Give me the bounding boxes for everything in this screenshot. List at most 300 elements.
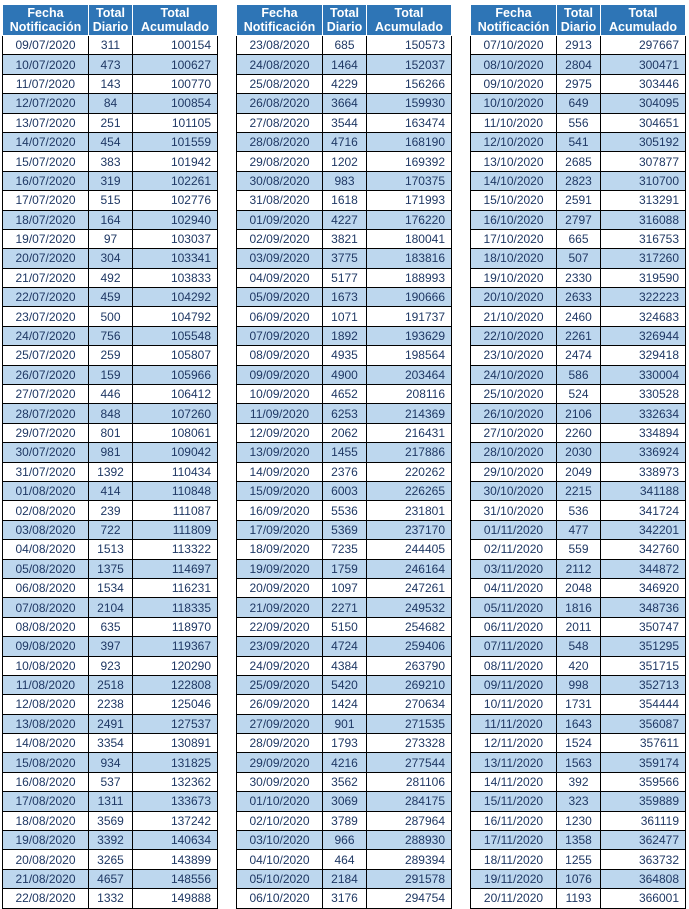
cell-total-acumulado: 101559 — [133, 132, 218, 151]
cell-total-acumulado: 103833 — [133, 268, 218, 287]
cell-total-diario: 3569 — [89, 811, 133, 830]
cell-total-diario: 2330 — [557, 268, 601, 287]
cell-total-diario: 2184 — [323, 869, 367, 888]
header-fecha — [237, 5, 323, 36]
cell-total-acumulado: 305192 — [601, 132, 686, 151]
table-row — [3, 326, 218, 345]
cell-total-acumulado: 247261 — [367, 578, 452, 597]
cell-total-acumulado: 226265 — [367, 481, 452, 500]
cell-fecha: 12/11/2020 — [471, 734, 557, 753]
cell-fecha: 12/09/2020 — [237, 423, 323, 442]
cell-fecha: 15/09/2020 — [237, 481, 323, 500]
cell-total-acumulado: 259406 — [367, 637, 452, 656]
cell-total-diario: 1759 — [323, 559, 367, 578]
cell-total-acumulado: 329418 — [601, 346, 686, 365]
cell-fecha: 30/08/2020 — [237, 171, 323, 190]
table-row — [471, 656, 686, 675]
cell-total-acumulado: 102940 — [133, 210, 218, 229]
cell-total-diario: 251 — [89, 113, 133, 132]
cell-fecha: 21/08/2020 — [3, 869, 89, 888]
cell-total-acumulado: 176220 — [367, 210, 452, 229]
cell-total-diario: 1076 — [557, 869, 601, 888]
cell-total-diario: 2797 — [557, 210, 601, 229]
cell-total-diario: 397 — [89, 637, 133, 656]
cell-total-diario: 2062 — [323, 423, 367, 442]
cell-fecha: 26/08/2020 — [237, 94, 323, 113]
cell-total-acumulado: 277544 — [367, 753, 452, 772]
cell-total-acumulado: 271535 — [367, 714, 452, 733]
cell-total-diario: 459 — [89, 288, 133, 307]
cell-fecha: 21/10/2020 — [471, 307, 557, 326]
header-diario-line2: Diario — [326, 20, 363, 34]
cell-fecha: 02/08/2020 — [3, 501, 89, 520]
cell-fecha: 17/07/2020 — [3, 191, 89, 210]
cell-fecha: 12/08/2020 — [3, 695, 89, 714]
cell-fecha: 23/08/2020 — [237, 36, 323, 55]
cell-total-diario: 311 — [89, 36, 133, 55]
cell-total-acumulado: 127537 — [133, 714, 218, 733]
table-row — [237, 598, 452, 617]
header-acumulado-line1: Total — [160, 6, 190, 20]
cell-fecha: 29/09/2020 — [237, 753, 323, 772]
table-row — [3, 249, 218, 268]
cell-fecha: 11/11/2020 — [471, 714, 557, 733]
table-row — [3, 734, 218, 753]
table-row — [471, 695, 686, 714]
cell-total-diario: 586 — [557, 365, 601, 384]
cell-total-diario: 649 — [557, 94, 601, 113]
cell-total-acumulado: 326944 — [601, 326, 686, 345]
header-diario-line1: Total — [330, 6, 359, 20]
cell-fecha: 23/09/2020 — [237, 637, 323, 656]
cell-fecha: 11/10/2020 — [471, 113, 557, 132]
cell-total-diario: 5150 — [323, 617, 367, 636]
table-row — [237, 443, 452, 462]
cell-total-diario: 2823 — [557, 171, 601, 190]
table-row — [471, 869, 686, 888]
cell-total-diario: 2112 — [557, 559, 601, 578]
cell-fecha: 26/07/2020 — [3, 365, 89, 384]
table-row — [471, 637, 686, 656]
header-diario-line1: Total — [564, 6, 593, 20]
cell-fecha: 13/07/2020 — [3, 113, 89, 132]
table-row — [471, 55, 686, 74]
cell-total-diario: 1892 — [323, 326, 367, 345]
cell-total-acumulado: 132362 — [133, 772, 218, 791]
cell-total-diario: 923 — [89, 656, 133, 675]
cell-fecha: 19/10/2020 — [471, 268, 557, 287]
cell-fecha: 20/10/2020 — [471, 288, 557, 307]
cell-total-acumulado: 156266 — [367, 74, 452, 93]
cell-total-acumulado: 237170 — [367, 520, 452, 539]
cell-total-acumulado: 316753 — [601, 229, 686, 248]
cell-fecha: 01/11/2020 — [471, 520, 557, 539]
header-total-acumulado — [133, 5, 218, 36]
table-row — [237, 326, 452, 345]
cell-fecha: 14/07/2020 — [3, 132, 89, 151]
cell-total-acumulado: 322223 — [601, 288, 686, 307]
cell-total-diario: 164 — [89, 210, 133, 229]
cell-fecha: 25/10/2020 — [471, 385, 557, 404]
cell-fecha: 30/10/2020 — [471, 481, 557, 500]
table-row — [237, 734, 452, 753]
table-row — [3, 501, 218, 520]
cell-total-diario: 2260 — [557, 423, 601, 442]
cell-total-diario: 2460 — [557, 307, 601, 326]
cell-fecha: 27/09/2020 — [237, 714, 323, 733]
cell-fecha: 10/08/2020 — [3, 656, 89, 675]
cell-fecha: 19/07/2020 — [3, 229, 89, 248]
header-acumulado-line2: Acumulado — [374, 20, 444, 34]
cell-total-diario: 84 — [89, 94, 133, 113]
table-row — [237, 831, 452, 850]
cell-total-acumulado: 281106 — [367, 772, 452, 791]
cell-total-acumulado: 346920 — [601, 578, 686, 597]
cell-fecha: 20/08/2020 — [3, 850, 89, 869]
cell-fecha: 03/10/2020 — [237, 831, 323, 850]
table-row — [471, 132, 686, 151]
header-fecha — [471, 5, 557, 36]
table-row — [3, 268, 218, 287]
header-fecha-line2: Notificación — [9, 20, 82, 34]
table-row — [3, 617, 218, 636]
cell-fecha: 12/07/2020 — [3, 94, 89, 113]
cell-total-acumulado: 348736 — [601, 598, 686, 617]
cell-fecha: 28/09/2020 — [237, 734, 323, 753]
cell-total-diario: 4229 — [323, 74, 367, 93]
cell-total-diario: 2591 — [557, 191, 601, 210]
cell-total-diario: 2633 — [557, 288, 601, 307]
cell-fecha: 09/10/2020 — [471, 74, 557, 93]
cell-fecha: 10/09/2020 — [237, 385, 323, 404]
cell-total-acumulado: 354444 — [601, 695, 686, 714]
table-row — [471, 113, 686, 132]
table-row — [471, 772, 686, 791]
table-row — [471, 307, 686, 326]
cell-total-acumulado: 163474 — [367, 113, 452, 132]
cell-total-acumulado: 357611 — [601, 734, 686, 753]
cell-total-diario: 304 — [89, 249, 133, 268]
table-row — [3, 94, 218, 113]
cell-fecha: 07/11/2020 — [471, 637, 557, 656]
cell-total-acumulado: 109042 — [133, 443, 218, 462]
cell-fecha: 19/08/2020 — [3, 831, 89, 850]
cell-total-acumulado: 180041 — [367, 229, 452, 248]
cell-total-acumulado: 351295 — [601, 637, 686, 656]
cell-total-diario: 2804 — [557, 55, 601, 74]
cell-fecha: 08/08/2020 — [3, 617, 89, 636]
cell-fecha: 31/07/2020 — [3, 462, 89, 481]
header-fecha-line2: Notificación — [243, 20, 316, 34]
cell-total-acumulado: 148556 — [133, 869, 218, 888]
cell-total-acumulado: 101942 — [133, 152, 218, 171]
cell-total-diario: 756 — [89, 326, 133, 345]
cell-fecha: 03/09/2020 — [237, 249, 323, 268]
table-row — [471, 559, 686, 578]
table-row — [471, 326, 686, 345]
table-row — [237, 268, 452, 287]
cell-fecha: 03/08/2020 — [3, 520, 89, 539]
table-row — [3, 113, 218, 132]
cell-fecha: 20/11/2020 — [471, 889, 557, 908]
cell-total-acumulado: 152037 — [367, 55, 452, 74]
table-row — [237, 637, 452, 656]
table-row — [471, 598, 686, 617]
table-row — [3, 152, 218, 171]
cell-total-diario: 2030 — [557, 443, 601, 462]
cell-total-acumulado: 362477 — [601, 831, 686, 850]
cell-total-diario: 392 — [557, 772, 601, 791]
cell-total-acumulado: 208116 — [367, 385, 452, 404]
cell-total-acumulado: 231801 — [367, 501, 452, 520]
header-row — [471, 5, 686, 36]
table-row — [471, 481, 686, 500]
table-row — [471, 792, 686, 811]
cell-total-acumulado: 159930 — [367, 94, 452, 113]
table-row — [237, 850, 452, 869]
cell-fecha: 08/09/2020 — [237, 346, 323, 365]
cell-total-diario: 983 — [323, 171, 367, 190]
cell-total-acumulado: 120290 — [133, 656, 218, 675]
cell-total-acumulado: 317260 — [601, 249, 686, 268]
table-row — [237, 423, 452, 442]
table-row — [237, 695, 452, 714]
cell-total-acumulado: 111087 — [133, 501, 218, 520]
cell-total-diario: 801 — [89, 423, 133, 442]
cell-total-acumulado: 143899 — [133, 850, 218, 869]
cell-total-acumulado: 118335 — [133, 598, 218, 617]
cell-total-acumulado: 116231 — [133, 578, 218, 597]
cell-fecha: 07/08/2020 — [3, 598, 89, 617]
cell-fecha: 01/09/2020 — [237, 210, 323, 229]
cell-total-acumulado: 332634 — [601, 404, 686, 423]
cell-total-diario: 5536 — [323, 501, 367, 520]
table-row — [3, 559, 218, 578]
cell-total-diario: 473 — [89, 55, 133, 74]
cell-total-diario: 414 — [89, 481, 133, 500]
cell-fecha: 16/11/2020 — [471, 811, 557, 830]
cell-total-diario: 3176 — [323, 889, 367, 908]
cell-total-diario: 1455 — [323, 443, 367, 462]
cell-fecha: 14/10/2020 — [471, 171, 557, 190]
cell-total-acumulado: 244405 — [367, 540, 452, 559]
cell-fecha: 02/09/2020 — [237, 229, 323, 248]
cell-fecha: 04/10/2020 — [237, 850, 323, 869]
cell-total-acumulado: 330004 — [601, 365, 686, 384]
cell-total-diario: 541 — [557, 132, 601, 151]
cell-total-diario: 2271 — [323, 598, 367, 617]
cell-total-diario: 2913 — [557, 36, 601, 55]
cell-total-diario: 1534 — [89, 578, 133, 597]
table-row — [237, 792, 452, 811]
cell-total-diario: 548 — [557, 637, 601, 656]
cell-total-diario: 635 — [89, 617, 133, 636]
cell-total-acumulado: 106412 — [133, 385, 218, 404]
cell-fecha: 27/08/2020 — [237, 113, 323, 132]
table-row — [237, 714, 452, 733]
cell-fecha: 05/09/2020 — [237, 288, 323, 307]
cell-total-diario: 2975 — [557, 74, 601, 93]
table-row — [237, 288, 452, 307]
cell-total-diario: 1230 — [557, 811, 601, 830]
header-diario-line2: Diario — [92, 20, 129, 34]
cell-total-diario: 2011 — [557, 617, 601, 636]
cell-total-acumulado: 102261 — [133, 171, 218, 190]
cell-total-acumulado: 246164 — [367, 559, 452, 578]
table-row — [3, 132, 218, 151]
cell-total-diario: 722 — [89, 520, 133, 539]
cell-total-acumulado: 100154 — [133, 36, 218, 55]
cell-total-diario: 500 — [89, 307, 133, 326]
cell-total-acumulado: 170375 — [367, 171, 452, 190]
cell-total-diario: 5177 — [323, 268, 367, 287]
cell-fecha: 22/10/2020 — [471, 326, 557, 345]
cell-fecha: 22/09/2020 — [237, 617, 323, 636]
cell-total-diario: 1513 — [89, 540, 133, 559]
cell-fecha: 18/09/2020 — [237, 540, 323, 559]
cases-table-3 — [470, 4, 686, 909]
cell-total-diario: 4724 — [323, 637, 367, 656]
cell-total-diario: 1255 — [557, 850, 601, 869]
cell-fecha: 02/10/2020 — [237, 811, 323, 830]
cell-fecha: 23/10/2020 — [471, 346, 557, 365]
table-row — [471, 152, 686, 171]
table-row — [3, 423, 218, 442]
table-row — [3, 637, 218, 656]
cell-fecha: 28/10/2020 — [471, 443, 557, 462]
cell-total-diario: 5369 — [323, 520, 367, 539]
table-row — [237, 540, 452, 559]
cell-total-diario: 556 — [557, 113, 601, 132]
cell-fecha: 24/10/2020 — [471, 365, 557, 384]
table-row — [237, 210, 452, 229]
table-row — [3, 675, 218, 694]
table-row — [237, 501, 452, 520]
cell-fecha: 06/08/2020 — [3, 578, 89, 597]
cell-total-acumulado: 114697 — [133, 559, 218, 578]
cell-total-diario: 3392 — [89, 831, 133, 850]
table-row — [3, 365, 218, 384]
table-row — [3, 869, 218, 888]
cell-fecha: 28/08/2020 — [237, 132, 323, 151]
cell-fecha: 15/08/2020 — [3, 753, 89, 772]
cell-total-acumulado: 254682 — [367, 617, 452, 636]
cell-fecha: 13/08/2020 — [3, 714, 89, 733]
cell-total-diario: 6253 — [323, 404, 367, 423]
table-row — [237, 113, 452, 132]
cell-fecha: 17/11/2020 — [471, 831, 557, 850]
cell-total-acumulado: 137242 — [133, 811, 218, 830]
cell-total-acumulado: 341724 — [601, 501, 686, 520]
cell-total-acumulado: 183816 — [367, 249, 452, 268]
cell-total-acumulado: 297667 — [601, 36, 686, 55]
cell-total-diario: 159 — [89, 365, 133, 384]
cell-total-diario: 3562 — [323, 772, 367, 791]
cell-total-acumulado: 303446 — [601, 74, 686, 93]
table-row — [237, 559, 452, 578]
cell-total-diario: 4935 — [323, 346, 367, 365]
cell-fecha: 09/11/2020 — [471, 675, 557, 694]
cell-fecha: 16/09/2020 — [237, 501, 323, 520]
cell-fecha: 14/08/2020 — [3, 734, 89, 753]
cell-total-acumulado: 188993 — [367, 268, 452, 287]
cell-fecha: 26/10/2020 — [471, 404, 557, 423]
cell-total-acumulado: 287964 — [367, 811, 452, 830]
header-row — [237, 5, 452, 36]
cell-total-diario: 1392 — [89, 462, 133, 481]
cell-total-acumulado: 359889 — [601, 792, 686, 811]
table-row — [237, 36, 452, 55]
cell-total-acumulado: 263790 — [367, 656, 452, 675]
cell-total-acumulado: 140634 — [133, 831, 218, 850]
cell-fecha: 31/08/2020 — [237, 191, 323, 210]
cell-total-diario: 1731 — [557, 695, 601, 714]
cell-total-acumulado: 310700 — [601, 171, 686, 190]
cell-total-diario: 998 — [557, 675, 601, 694]
cell-total-diario: 4384 — [323, 656, 367, 675]
cell-total-acumulado: 150573 — [367, 36, 452, 55]
table-row — [471, 462, 686, 481]
cell-total-diario: 2048 — [557, 578, 601, 597]
cell-fecha: 30/07/2020 — [3, 443, 89, 462]
cell-total-acumulado: 216431 — [367, 423, 452, 442]
cell-total-diario: 2474 — [557, 346, 601, 365]
cell-total-acumulado: 107260 — [133, 404, 218, 423]
cell-total-acumulado: 351715 — [601, 656, 686, 675]
cell-fecha: 01/10/2020 — [237, 792, 323, 811]
cell-fecha: 24/09/2020 — [237, 656, 323, 675]
table-row — [237, 94, 452, 113]
table-row — [471, 365, 686, 384]
cell-total-diario: 507 — [557, 249, 601, 268]
cell-total-acumulado: 319590 — [601, 268, 686, 287]
header-acumulado-line2: Acumulado — [608, 20, 678, 34]
cell-total-acumulado: 214369 — [367, 404, 452, 423]
table-row — [237, 772, 452, 791]
cell-fecha: 10/07/2020 — [3, 55, 89, 74]
table-row — [3, 714, 218, 733]
cell-total-diario: 1524 — [557, 734, 601, 753]
table-row — [471, 74, 686, 93]
cell-total-diario: 848 — [89, 404, 133, 423]
table-row — [237, 365, 452, 384]
table-row — [471, 501, 686, 520]
cell-fecha: 03/11/2020 — [471, 559, 557, 578]
cell-total-diario: 1097 — [323, 578, 367, 597]
cell-total-acumulado: 169392 — [367, 152, 452, 171]
cell-total-acumulado: 171993 — [367, 191, 452, 210]
cell-total-acumulado: 291578 — [367, 869, 452, 888]
table-row — [237, 385, 452, 404]
cell-total-diario: 901 — [323, 714, 367, 733]
table-row — [471, 346, 686, 365]
cell-total-acumulado: 190666 — [367, 288, 452, 307]
cell-total-diario: 934 — [89, 753, 133, 772]
cases-table-1 — [2, 4, 218, 909]
cell-fecha: 15/10/2020 — [471, 191, 557, 210]
cell-fecha: 24/07/2020 — [3, 326, 89, 345]
header-fecha-line1: Fecha — [27, 6, 64, 20]
cell-total-acumulado: 110848 — [133, 481, 218, 500]
header-fecha — [3, 5, 89, 36]
cell-total-diario: 2238 — [89, 695, 133, 714]
table-row — [3, 578, 218, 597]
cell-total-acumulado: 104292 — [133, 288, 218, 307]
cell-total-diario: 1816 — [557, 598, 601, 617]
cell-fecha: 06/11/2020 — [471, 617, 557, 636]
cell-fecha: 25/09/2020 — [237, 675, 323, 694]
cell-fecha: 07/10/2020 — [471, 36, 557, 55]
